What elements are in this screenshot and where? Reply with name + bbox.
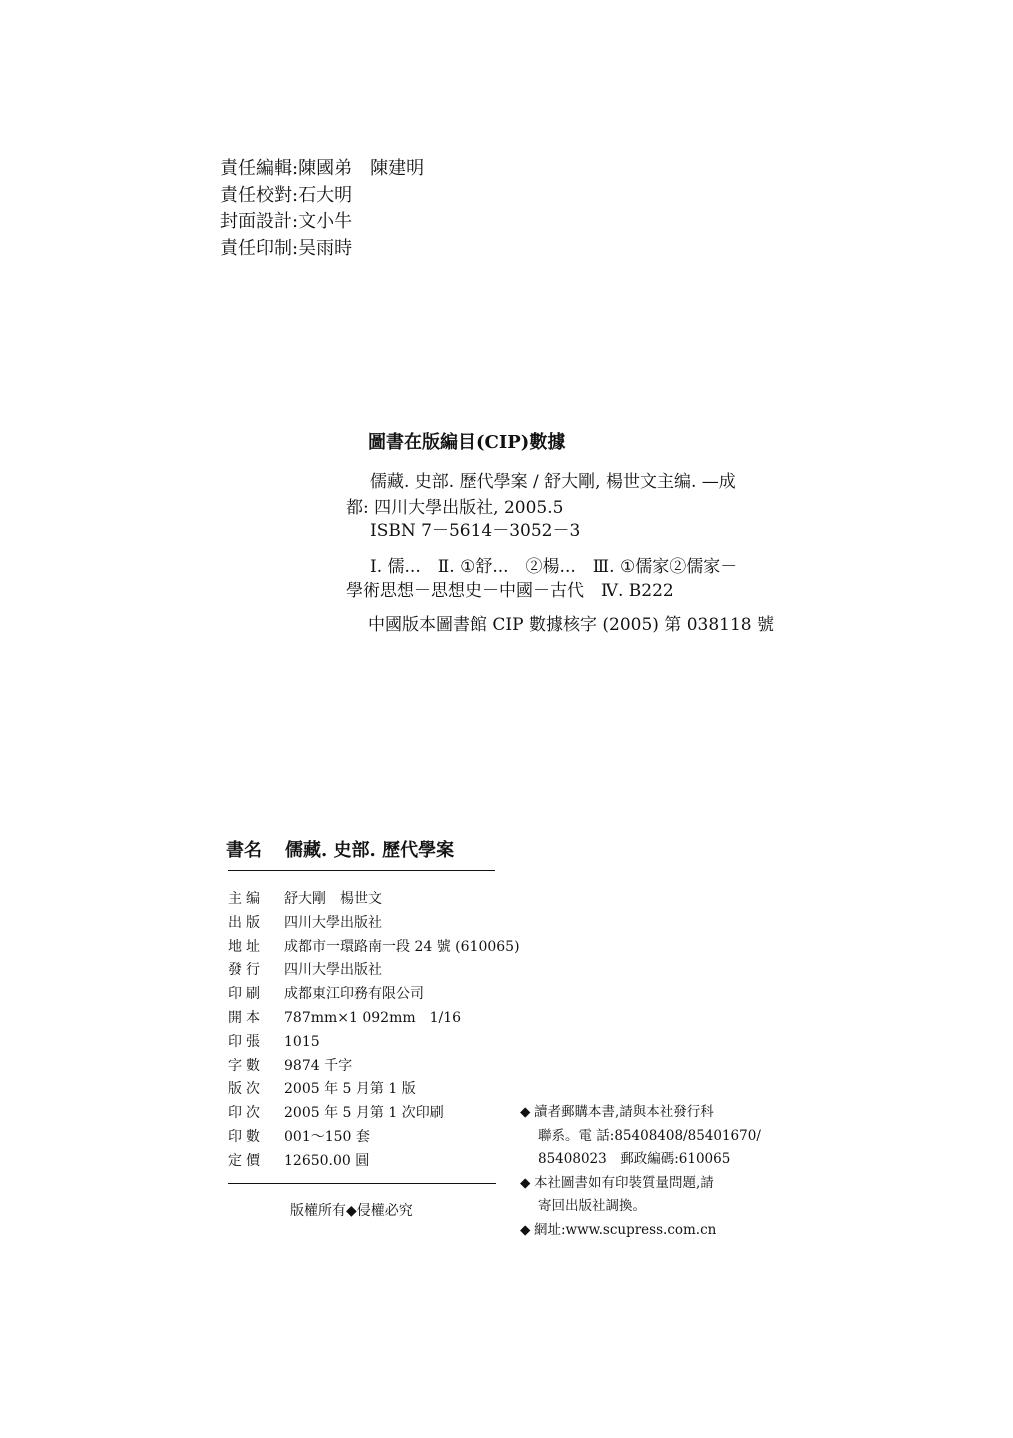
- spec-row: [228, 888, 520, 912]
- note-line: [520, 1172, 761, 1196]
- spec-label: 印刷: [228, 986, 264, 1003]
- divider-bottom: [228, 1183, 496, 1184]
- note-line: 85408023 郵政編碼:610065: [538, 1151, 731, 1167]
- diamond-bullet-icon: ◆: [520, 1174, 531, 1191]
- diamond-bullet-icon: ◆: [520, 1221, 531, 1238]
- spec-label: 印次: [228, 1105, 264, 1122]
- credit-label: 責任印制: [220, 237, 292, 259]
- book-title-label: 書名: [226, 840, 262, 861]
- credit-label: 責任編輯: [220, 158, 292, 179]
- spec-value: 12650.00 圓: [284, 1152, 370, 1169]
- note-line: 寄回出版社調換。: [538, 1198, 646, 1214]
- spec-value: 四川大學出版社: [284, 962, 382, 979]
- spec-label: 印張: [228, 1033, 264, 1050]
- credit-row: 責任印制:吴雨時: [220, 237, 353, 259]
- cip-line: Ⅰ. 儒... Ⅱ. ①舒... ②楊... Ⅲ. ①儒家②儒家－: [370, 557, 738, 577]
- spec-label: 地址: [228, 938, 264, 955]
- spec-row: [228, 1007, 520, 1031]
- diamond-bullet-icon: ◆: [520, 1104, 531, 1120]
- spec-value: 舒大剛 楊世文: [284, 891, 382, 907]
- note-text: 本社圖書如有印裝質量問題,請: [534, 1174, 714, 1191]
- credits-block: [220, 156, 424, 262]
- spec-row: [228, 959, 520, 983]
- spec-row: [228, 1126, 520, 1150]
- credit-row: 封面設計:文小牛: [220, 211, 353, 232]
- credit-label: 責任校對: [220, 184, 292, 206]
- spec-label: 出版: [228, 914, 264, 931]
- cip-verification: 中國版本圖書館 CIP 數據核字 (2005) 第 038118 號: [368, 615, 775, 635]
- spec-label: 印數: [228, 1128, 264, 1145]
- credit-label: 封面設計: [220, 211, 292, 232]
- spec-row: [228, 1150, 520, 1174]
- spec-label: 開本: [228, 1009, 264, 1026]
- spec-value: 1015: [284, 1033, 320, 1050]
- spec-value: 成都市一環路南一段 24 號 (610065): [284, 938, 520, 955]
- note-text: 讀者郵購本書,請與本社發行科: [534, 1104, 714, 1120]
- spec-row: [228, 936, 520, 960]
- spec-value: 001～150 套: [284, 1128, 370, 1145]
- spec-row: [228, 1102, 520, 1126]
- spec-row: [228, 1078, 520, 1102]
- credit-value: 文小牛: [298, 211, 353, 232]
- spec-value: 2005 年 5 月第 1 版: [284, 1081, 416, 1098]
- note-line: [520, 1219, 761, 1243]
- spec-value: 成都東江印務有限公司: [284, 986, 424, 1003]
- divider-top: [228, 870, 495, 871]
- spec-label: 定價: [228, 1152, 264, 1169]
- spec-row: [228, 1031, 520, 1055]
- spec-label: 版次: [228, 1081, 264, 1098]
- cip-line: 儒藏. 史部. 歷代學案 / 舒大剛, 楊世文主编. —成: [370, 472, 736, 492]
- credit-value: 吴雨時: [298, 237, 353, 259]
- spec-row: [228, 912, 520, 936]
- spec-label: 主编: [228, 891, 264, 907]
- spec-value: 2005 年 5 月第 1 次印刷: [284, 1105, 444, 1122]
- credit-value: 陳國弟 陳建明: [298, 158, 425, 179]
- copyright-notice: 版權所有◆侵權必究: [290, 1203, 413, 1219]
- note-line: [520, 1101, 761, 1125]
- credit-value: 石大明: [298, 184, 353, 206]
- spec-value: 9874 千字: [284, 1057, 353, 1074]
- book-specs: [228, 888, 520, 1174]
- spec-value: 787mm×1 092mm 1/16: [284, 1009, 462, 1026]
- credit-row: 責任校對:石大明: [220, 184, 353, 206]
- reader-notes: [520, 1101, 761, 1242]
- cip-title: 圖書在版編目(CIP)數據: [368, 432, 566, 453]
- note-line: 聯系。電 話:85408408/85401670/: [538, 1127, 761, 1144]
- spec-row: [228, 983, 520, 1007]
- spec-label: 發行: [228, 962, 264, 979]
- book-title: 儒藏. 史部. 歷代學案: [285, 840, 455, 861]
- cip-line: 都: 四川大學出版社, 2005.5: [346, 498, 564, 518]
- spec-row: [228, 1055, 520, 1079]
- spec-label: 字數: [228, 1057, 264, 1074]
- website-url: 網址:www.scupress.com.cn: [534, 1221, 717, 1238]
- credit-row: 責任編輯:陳國弟 陳建明: [220, 158, 425, 179]
- spec-value: 四川大學出版社: [284, 914, 382, 931]
- cip-line: 學術思想－思想史－中國－古代 Ⅳ. B222: [346, 581, 674, 601]
- cip-isbn: ISBN 7－5614－3052－3: [370, 521, 581, 541]
